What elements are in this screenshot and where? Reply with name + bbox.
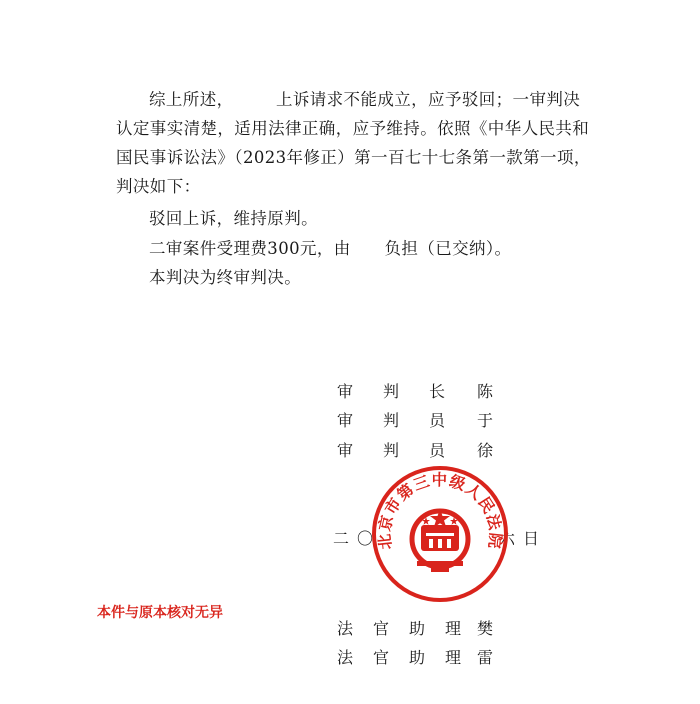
fee-text: 二审案件受理费300元，由 负担（已交纳）。 bbox=[149, 239, 512, 258]
date-left: 二〇 bbox=[333, 529, 382, 548]
assistant-1-row bbox=[337, 616, 517, 639]
para-line-3: 国民事诉讼法》（2023年修正）第一百七十七条第一款第一项， bbox=[116, 148, 591, 167]
assistant-2-row bbox=[337, 645, 517, 668]
role-char: 判 bbox=[383, 411, 400, 430]
para-line-4: 判决如下： bbox=[116, 177, 201, 196]
assistant-2-name: 雷 bbox=[477, 648, 494, 667]
presiding-judge-row bbox=[337, 379, 517, 402]
role-char: 法 bbox=[337, 619, 354, 638]
role-char: 员 bbox=[429, 441, 446, 460]
role-char: 判 bbox=[383, 441, 400, 460]
role-char: 助 bbox=[409, 619, 426, 638]
date-right: 六日 bbox=[499, 529, 548, 548]
para-line-1: 综上所述， 上诉请求不能成立，应予驳回；一审判决 bbox=[149, 90, 581, 109]
judge-1-name: 于 bbox=[477, 411, 494, 430]
final-judgment-text: 本判决为终审判决。 bbox=[149, 268, 302, 287]
role-char: 审 bbox=[337, 411, 354, 430]
role-char: 官 bbox=[373, 619, 390, 638]
role-char: 审 bbox=[337, 441, 354, 460]
para-line-2: 认定事实清楚，适用法律正确，应予维持。依照《中华人民共和 bbox=[116, 119, 590, 138]
assistant-1-name: 樊 bbox=[477, 619, 494, 638]
role-char: 长 bbox=[429, 382, 446, 401]
role-char: 法 bbox=[337, 648, 354, 667]
conclusion-paragraph bbox=[116, 85, 608, 201]
role-char: 判 bbox=[383, 382, 400, 401]
role-char: 理 bbox=[445, 648, 462, 667]
role-char: 助 bbox=[409, 648, 426, 667]
role-char: 员 bbox=[429, 411, 446, 430]
seal-text: 北京市第三中级人民法院 bbox=[375, 471, 505, 551]
verification-note: 本件与原本核对无异 bbox=[97, 605, 223, 621]
role-char: 审 bbox=[337, 382, 354, 401]
judge-2-row bbox=[337, 438, 517, 461]
role-char: 理 bbox=[445, 619, 462, 638]
judge-1-row bbox=[337, 408, 517, 431]
court-seal-icon bbox=[371, 465, 509, 603]
role-char: 官 bbox=[373, 648, 390, 667]
judge-2-name: 徐 bbox=[477, 441, 494, 460]
ruling-text: 驳回上诉，维持原判。 bbox=[149, 209, 318, 228]
presiding-judge-name: 陈 bbox=[477, 382, 494, 401]
